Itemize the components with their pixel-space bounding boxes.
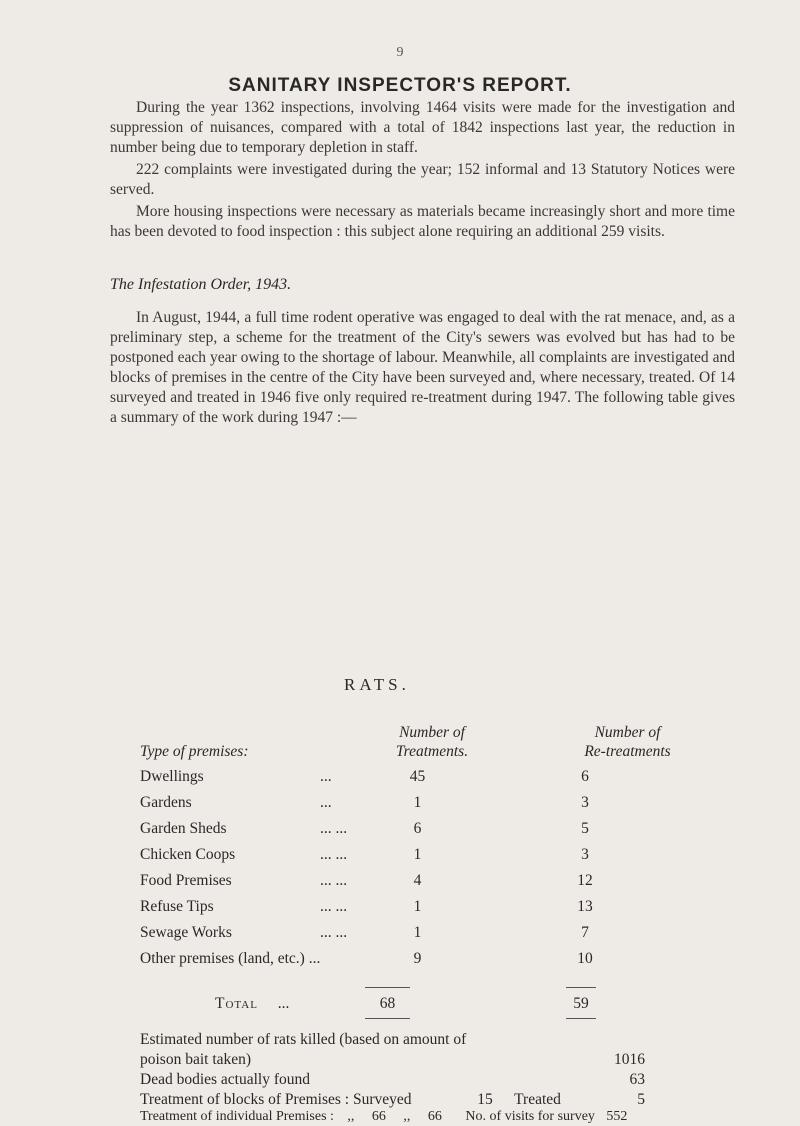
premises-type: Other premises (land, etc.) ... bbox=[140, 950, 321, 967]
treatments-value: 1 bbox=[413, 924, 422, 941]
table-row bbox=[140, 894, 615, 920]
total-treatments: 68 bbox=[379, 995, 396, 1012]
leader-dots: ... bbox=[320, 768, 332, 785]
total-rule-bottom-treatments bbox=[365, 1018, 410, 1019]
retreatments-value: 3 bbox=[581, 794, 589, 811]
total-rule-bottom-retreatments bbox=[566, 1018, 596, 1019]
treatments-value: 6 bbox=[413, 820, 422, 837]
retreatments-value: 5 bbox=[581, 820, 589, 837]
table-row bbox=[140, 816, 615, 842]
retreatments-value: 12 bbox=[577, 872, 593, 889]
premises-type: Chicken Coops bbox=[140, 846, 236, 863]
stat-individual: Treatment of individual Premises : ,, 66 ,, 66 No. of visits for survey 552 bbox=[140, 1109, 628, 1124]
premises-type: Sewage Works bbox=[140, 924, 232, 941]
column-header-treatments-line2: Treatments. bbox=[395, 743, 469, 760]
table-row bbox=[140, 790, 615, 816]
table-row bbox=[140, 920, 615, 946]
retreatments-value: 6 bbox=[581, 768, 589, 785]
rats-table bbox=[140, 764, 615, 972]
column-header-retreatments bbox=[560, 723, 695, 761]
premises-type: Refuse Tips bbox=[140, 898, 214, 915]
total-rule-top-retreatments bbox=[566, 987, 596, 988]
treatments-value: 1 bbox=[413, 898, 422, 915]
stat-estimated-line2: poison bait taken) bbox=[140, 1051, 252, 1068]
leader-dots: ... bbox=[277, 995, 290, 1012]
stat-blocks: Treatment of blocks of Premises : Surveyed bbox=[140, 1091, 412, 1108]
rats-table-heading: RATS. bbox=[344, 675, 410, 694]
treatments-value: 9 bbox=[413, 950, 422, 967]
retreatments-value: 7 bbox=[581, 924, 589, 941]
leader-dots: ... ... bbox=[320, 872, 348, 889]
leader-dots: ... ... bbox=[320, 846, 348, 863]
treatments-value: 1 bbox=[413, 846, 422, 863]
report-title: SANITARY INSPECTOR'S REPORT. bbox=[228, 75, 572, 96]
paragraph-housing: More housing inspections were necessary as materials became increasingly short and more time has been devoted to food inspection : this subject alone requiring an additional 259 visits. bbox=[110, 203, 735, 240]
stat-blocks-treated-label: Treated bbox=[514, 1091, 561, 1108]
paragraph-inspections: During the year 1362 inspections, involving 1464 visits were made for the investigation and suppression of nuisances, compared with a total of 1842 inspections last year, the reduction in number being due to temporary depletion in staff. bbox=[110, 99, 735, 156]
retreatments-value: 10 bbox=[577, 950, 593, 967]
stat-estimated-value: 1016 bbox=[614, 1051, 645, 1068]
table-row bbox=[140, 842, 615, 868]
treatments-value: 45 bbox=[409, 768, 426, 785]
page-number: 9 bbox=[396, 45, 404, 60]
column-header-retreatments-line1: Number of bbox=[594, 724, 661, 741]
paragraph-infestation: In August, 1944, a full time rodent operative was engaged to deal with the rat menace, and, as a preliminary step, a scheme for the treatment of the City's sewers was evolved but has had to be postponed each year owing to the shortage of labour. Meanwhile, all complaints are investigated and blocks of premises in the centre of the City have been surveyed and, where necessary, treated. Of 14 surveyed and treated in 1946 five only required re-treatment during 1947. The following table gives a summary of the work during 1947 :— bbox=[110, 309, 735, 426]
premises-type: Dwellings bbox=[140, 768, 204, 785]
paragraph-complaints: 222 complaints were investigated during the year; 152 informal and 13 Statutory Notices were served. bbox=[110, 161, 735, 198]
retreatments-value: 3 bbox=[581, 846, 589, 863]
retreatments-value: 13 bbox=[577, 898, 593, 915]
stat-blocks-surveyed: 15 bbox=[477, 1091, 493, 1108]
column-header-treatments bbox=[372, 723, 492, 761]
leader-dots: ... ... bbox=[320, 898, 348, 915]
stat-blocks-value: 5 bbox=[637, 1091, 645, 1108]
section-heading: The Infestation Order, 1943. bbox=[110, 276, 292, 293]
stat-estimated-line1: Estimated number of rats killed (based on amount of bbox=[140, 1031, 467, 1048]
column-header-type: Type of premises: bbox=[140, 743, 249, 760]
table-row bbox=[140, 946, 615, 972]
premises-type: Gardens bbox=[140, 794, 192, 811]
leader-dots: ... bbox=[320, 794, 332, 811]
column-header-retreatments-line2: Re-treatments bbox=[584, 743, 671, 760]
premises-type: Garden Sheds bbox=[140, 820, 227, 837]
treatments-value: 1 bbox=[413, 794, 422, 811]
table-row bbox=[140, 868, 615, 894]
leader-dots: ... ... bbox=[320, 820, 348, 837]
table-row bbox=[140, 764, 615, 790]
column-header-treatments-line1: Number of bbox=[399, 724, 465, 741]
total-retreatments: 59 bbox=[573, 995, 589, 1012]
leader-dots: ... ... bbox=[320, 924, 348, 941]
premises-type: Food Premises bbox=[140, 872, 232, 889]
stat-dead-bodies: Dead bodies actually found bbox=[140, 1071, 311, 1088]
total-label: Total ... bbox=[215, 995, 290, 1012]
stat-dead-value: 63 bbox=[629, 1071, 645, 1088]
total-rule-top-treatments bbox=[365, 987, 410, 988]
treatments-value: 4 bbox=[413, 872, 422, 889]
